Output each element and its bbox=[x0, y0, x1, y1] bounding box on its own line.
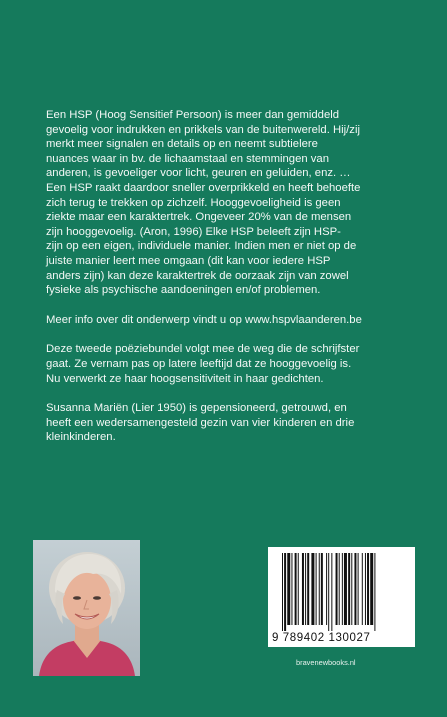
barcode-bar bbox=[295, 553, 297, 625]
paragraph-poetry-bundle: Deze tweede poëziebundel volgt mee de weg die de schrijfster gaat. Ze vernam pas op latere leeftijd dat ze hooggevoelig is. Nu verwerkt ze haar hoogsensitiviteit in haar gedichten. bbox=[46, 343, 360, 385]
barcode-bar bbox=[307, 553, 309, 625]
barcode-bar bbox=[282, 553, 283, 631]
barcode-bar bbox=[365, 553, 366, 625]
barcode-bar bbox=[328, 553, 329, 631]
barcode-bar bbox=[344, 553, 347, 625]
barcode-bar bbox=[362, 553, 363, 625]
barcode-bar bbox=[358, 553, 359, 625]
barcode-bar bbox=[284, 553, 286, 631]
barcode-bar bbox=[348, 553, 350, 625]
publisher-name: bravenewbooks.nl bbox=[296, 658, 356, 667]
paragraph-hsp-description: Een HSP (Hoog Sensitief Persoon) is meer dan gemiddeld gevoelig voor indrukken en prikkels van de buitenwereld. Hij/zij merkt meer signalen en details op en neemt subtielere nuances waar in bv. de lichaamstaal en stemmingen van anderen, is gevoeliger voor licht, geuren en geluiden, enz. … Een HSP raakt daardoor sneller overprikkeld en heeft behoefte zich terug te trekken op zichzelf. Hooggevoeligheid is geen ziekte maar een karaktertrek. Ongeveer 20% van de mensen zijn hooggevoelig. (Aron, 1996) Elke HSP beleeft zijn HSP- zijn op een eigen, individuele manier. Indien men er niet op de juiste manier leert mee omgaan (dit kan voor iedere HSP anders zijn) kan deze karaktertrek de oorzaak zijn van zowel fysieke als psychische aandoeningen en/of problemen. bbox=[46, 109, 361, 297]
barcode-bar bbox=[311, 553, 314, 625]
barcode-bar bbox=[305, 553, 306, 625]
barcode-bar bbox=[319, 553, 320, 625]
barcode-bar bbox=[321, 553, 323, 625]
barcode-bar bbox=[336, 553, 338, 625]
author-portrait-image bbox=[33, 540, 140, 676]
barcode-bar bbox=[316, 553, 317, 625]
barcode-bar bbox=[302, 553, 304, 625]
barcode-bar bbox=[370, 553, 373, 625]
isbn-barcode bbox=[268, 547, 415, 647]
barcode-bar bbox=[354, 553, 356, 625]
barcode-bar bbox=[326, 553, 327, 625]
barcode-bar bbox=[298, 553, 299, 625]
author-photo bbox=[33, 540, 140, 676]
isbn-digits: 9 789402 130027 bbox=[272, 632, 371, 644]
barcode-bar bbox=[367, 553, 369, 625]
barcode-bar bbox=[331, 553, 332, 631]
barcode-bar bbox=[342, 553, 343, 625]
barcode-bar bbox=[287, 553, 290, 625]
back-cover-text bbox=[46, 108, 414, 460]
barcode-bar bbox=[374, 553, 375, 631]
barcode-bar bbox=[339, 553, 340, 625]
barcode-bar bbox=[291, 553, 292, 625]
paragraph-more-info: Meer info over dit onderwerp vindt u op www.hspvlaanderen.be bbox=[46, 313, 362, 326]
paragraph-author-bio: Susanna Mariën (Lier 1950) is gepensioneerd, getrouwd, en heeft een wedersamengesteld gezin van vier kinderen en drie kleinkinderen. bbox=[46, 402, 355, 444]
barcode-bar bbox=[351, 553, 352, 625]
